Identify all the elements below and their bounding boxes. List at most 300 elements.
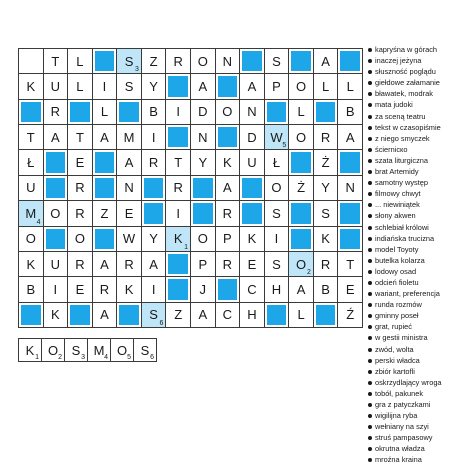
grid-letter: Ź (346, 307, 355, 323)
grid-cell (190, 149, 216, 175)
grid-letter: Y (149, 231, 158, 247)
grid-cell (92, 302, 118, 328)
grid-cell (190, 99, 216, 125)
grid-cell (190, 251, 216, 277)
grid-letter: I (151, 281, 156, 297)
grid-cell (337, 149, 363, 175)
grid-letter: A (345, 129, 355, 145)
grid-letter: A (149, 256, 158, 272)
grid-cell (67, 99, 93, 125)
grid-letter: R (124, 256, 134, 272)
grid-cell (67, 124, 93, 150)
grid-letter: P (223, 231, 232, 247)
grid-letter: E (75, 155, 85, 171)
grid-letter: L (346, 79, 354, 95)
grid-letter: S (272, 205, 281, 221)
grid-letter: R (222, 256, 233, 272)
grid-cell (239, 149, 265, 175)
grid-letter: B (345, 104, 355, 120)
clue-item: brat Artemidy (368, 166, 467, 177)
clue-item: ... niewiniątek (368, 199, 467, 210)
clue-item: kapryśna w górach (368, 44, 467, 55)
solution-number: 4 (104, 354, 108, 361)
grid-letter: T (174, 155, 183, 171)
grid-cell (67, 149, 93, 175)
grid-cell (337, 302, 363, 328)
grid-letter: K (51, 307, 60, 323)
grid-cell (288, 276, 314, 302)
grid-cell (92, 226, 118, 252)
clue-item: tekst w czasopiśmie (368, 122, 467, 133)
solution-cell (41, 338, 65, 362)
grid-cell (116, 276, 142, 302)
grid-cell (288, 99, 314, 125)
grid-letter: A (124, 155, 134, 171)
grid-cell (67, 226, 93, 252)
grid-cell (215, 226, 241, 252)
clue-item: szata liturgiczna (368, 155, 467, 166)
grid-cell (116, 124, 142, 150)
grid-cell (43, 73, 69, 99)
grid-letter: S (149, 307, 158, 323)
grid-cell (116, 73, 142, 99)
grid-cell (43, 276, 69, 302)
grid-cell (264, 48, 290, 74)
grid-cell (18, 124, 44, 150)
grid-cell (337, 251, 363, 277)
grid-letter: A (321, 53, 330, 69)
grid-cell (18, 99, 44, 125)
grid-letter: O (271, 180, 282, 196)
grid-cell (313, 73, 339, 99)
grid-cell (288, 226, 314, 252)
clue-item: giełdowe załamanie (368, 77, 467, 88)
grid-cell (18, 200, 44, 226)
grid-cell (43, 48, 69, 74)
cell-number: 6 (159, 319, 164, 327)
grid-cell (337, 175, 363, 201)
grid-cell (92, 73, 118, 99)
grid-letter: R (99, 281, 110, 297)
grid-cell (92, 251, 118, 277)
grid-cell (165, 149, 191, 175)
grid-cell (116, 149, 142, 175)
grid-cell (288, 200, 314, 226)
grid-cell (264, 302, 290, 328)
grid-cell (116, 175, 142, 201)
grid-cell (239, 48, 265, 74)
clue-item: zbiór kartofli (368, 366, 467, 377)
solution-cell (133, 338, 157, 362)
grid-letter: K (124, 281, 134, 297)
solution-number: 2 (58, 354, 62, 361)
grid-cell (313, 302, 339, 328)
grid-cell (264, 149, 290, 175)
grid-letter: A (100, 256, 109, 272)
grid-cell (190, 48, 216, 74)
grid-cell (18, 276, 44, 302)
clue-item: filmowy chwyt (368, 188, 467, 199)
grid-letter: U (50, 256, 61, 272)
grid-letter: N (345, 180, 355, 196)
grid-cell (264, 99, 290, 125)
grid-letter: N (247, 104, 257, 120)
grid-cell (264, 124, 290, 150)
grid-letter: O (222, 104, 233, 120)
grid-cell (43, 226, 69, 252)
grid-letter: K (173, 231, 183, 247)
solution-letter: K (25, 342, 35, 358)
cell-number: 1 (184, 243, 188, 251)
cell-number: 2 (306, 269, 311, 277)
grid-cell (239, 99, 265, 125)
grid-cell (337, 276, 363, 302)
grid-letter: B (26, 281, 36, 297)
grid-letter: I (102, 79, 107, 95)
clue-item: oskrzydlający wroga (368, 377, 467, 388)
grid-cell (313, 149, 339, 175)
grid-cell (264, 175, 290, 201)
grid-cell (239, 276, 265, 302)
grid-letter: A (296, 281, 306, 297)
solution-number: 1 (35, 354, 39, 361)
grid-letter: R (173, 53, 183, 69)
grid-cell (288, 149, 314, 175)
grid-letter: K (26, 79, 36, 95)
grid-cell (43, 175, 69, 201)
grid-cell (239, 226, 265, 252)
grid-cell (116, 48, 142, 74)
grid-letter: Ż (321, 155, 330, 171)
clue-item: z niego smyczek (368, 133, 467, 144)
grid-letter: P (198, 256, 208, 272)
clue-item: schlebiał królowi (368, 222, 467, 233)
clue-item: za sceną teatru (368, 111, 467, 122)
grid-letter: A (100, 307, 109, 323)
solution-number: 5 (127, 354, 131, 361)
grid-cell (288, 48, 314, 74)
grid-cell (165, 276, 191, 302)
grid-cell (264, 226, 290, 252)
grid-letter: A (100, 129, 109, 145)
clue-item: indiańska trucizna (368, 233, 467, 244)
clue-item: wigilijna ryba (368, 410, 467, 421)
grid-letter: L (322, 79, 330, 95)
cell-number: 3 (134, 66, 139, 74)
grid-cell (313, 200, 339, 226)
grid-cell (337, 226, 363, 252)
grid-letter: L (297, 104, 305, 120)
solution-cell (18, 338, 42, 362)
grid-letter: U (247, 155, 257, 171)
grid-cell (116, 200, 142, 226)
grid-cell (190, 276, 216, 302)
grid-cell (190, 226, 216, 252)
grid-letter: S (321, 205, 330, 221)
grid-letter: I (176, 104, 181, 120)
grid-letter: Ż (297, 180, 306, 196)
grid-cell (239, 200, 265, 226)
grid-cell (239, 73, 265, 99)
grid-cell (239, 251, 265, 277)
clue-item: samotny występ (368, 177, 467, 188)
grid-cell (92, 149, 118, 175)
grid-cell (116, 226, 142, 252)
grid-cell (141, 175, 167, 201)
grid-cell (313, 251, 339, 277)
solution-letter: O (116, 342, 128, 358)
grid-cell (92, 99, 118, 125)
cell-number: 4 (36, 218, 41, 226)
clue-item: bławatek, modrak (368, 88, 467, 99)
grid-cell (92, 48, 118, 74)
grid-letter: Ł (272, 155, 281, 171)
grid-letter: O (197, 53, 208, 69)
grid-letter: I (274, 231, 279, 247)
clue-item: ścierniско (368, 144, 467, 155)
grid-cell (190, 200, 216, 226)
clue-item: odcień fioletu (368, 277, 467, 288)
grid-letter: T (346, 256, 355, 272)
grid-letter: U (50, 79, 61, 95)
solution-cell (110, 338, 134, 362)
grid-letter: K (26, 256, 36, 272)
clue-item: model Toyoty (368, 244, 467, 255)
grid-letter: Y (198, 155, 208, 171)
clue-item: w gestii ministra (368, 332, 467, 343)
grid-letter: D (198, 104, 208, 120)
solution-letter: M (93, 342, 105, 358)
grid-letter: S (272, 53, 281, 69)
grid-cell (190, 175, 216, 201)
grid-cell (313, 276, 339, 302)
grid-cell (337, 48, 363, 74)
grid-letter: E (75, 281, 85, 297)
grid-letter: L (297, 307, 305, 323)
clue-item: runda rozmów (368, 299, 467, 310)
solution-number: 6 (150, 354, 154, 361)
grid-letter: L (100, 104, 109, 120)
cell-number: 5 (282, 142, 287, 150)
grid-letter: W (270, 129, 283, 145)
clue-item: gminny poseł (368, 310, 467, 321)
grid-letter: O (197, 231, 208, 247)
clue-item: zwód, wolta (368, 344, 467, 355)
clue-item: gra z patyczkami (368, 399, 467, 410)
solution-letter: S (140, 342, 150, 358)
grid-cell (165, 124, 191, 150)
grid-letter: U (26, 180, 36, 196)
grid-cell (18, 73, 44, 99)
grid-letter: W (122, 231, 136, 247)
grid-cell (313, 48, 339, 74)
clue-item: lodowy osad (368, 266, 467, 277)
grid-cell (67, 200, 93, 226)
solution-letter: S (71, 342, 81, 358)
grid-letter: A (198, 79, 208, 95)
grid-letter: M (25, 205, 37, 221)
grid-cell (313, 99, 339, 125)
grid-cell (43, 251, 69, 277)
grid-cell (141, 302, 167, 328)
grid-letter: O (74, 231, 85, 247)
grid-cell (141, 124, 167, 150)
grid-cell (239, 124, 265, 150)
grid-letter: R (75, 180, 85, 196)
grid-cell (141, 251, 167, 277)
clue-item: mroźna kraina (368, 454, 467, 465)
grid-letter: E (247, 256, 257, 272)
solution-letter: O (47, 342, 59, 358)
grid-cell (215, 149, 241, 175)
grid-letter: R (320, 256, 331, 272)
clue-item: perski władca (368, 355, 467, 366)
grid-letter: M (123, 129, 135, 145)
grid-cell (165, 48, 191, 74)
grid-cell (215, 73, 241, 99)
grid-cell (43, 149, 69, 175)
grid-cell (313, 124, 339, 150)
grid-cell (18, 48, 44, 74)
grid-cell (190, 73, 216, 99)
grid-letter: C (222, 307, 233, 323)
grid-cell (215, 251, 241, 277)
grid-cell (264, 73, 290, 99)
grid-cell (141, 99, 167, 125)
grid-letter: R (75, 256, 85, 272)
grid-cell (67, 175, 93, 201)
grid-cell (165, 99, 191, 125)
grid-cell (215, 124, 241, 150)
crossword-grid (18, 48, 362, 327)
grid-cell (165, 226, 191, 252)
grid-cell (141, 149, 167, 175)
grid-cell (18, 175, 44, 201)
grid-letter: C (247, 281, 257, 297)
grid-cell (288, 73, 314, 99)
grid-cell (190, 124, 216, 150)
grid-letter: B (149, 104, 158, 120)
grid-letter: A (198, 307, 208, 323)
grid-letter: R (320, 129, 331, 145)
clue-item: inaczej jeżyna (368, 55, 467, 66)
grid-letter (19, 49, 43, 73)
grid-cell (215, 175, 241, 201)
grid-letter: B (321, 281, 330, 297)
grid-cell (67, 276, 93, 302)
grid-cell (141, 200, 167, 226)
grid-cell (43, 200, 69, 226)
grid-cell (92, 276, 118, 302)
clue-item: słony akwen (368, 210, 467, 221)
grid-letter: K (247, 231, 257, 247)
grid-cell (215, 99, 241, 125)
grid-letter: Ł (27, 155, 35, 171)
grid-cell (190, 302, 216, 328)
grid-cell (141, 48, 167, 74)
grid-letter: R (222, 205, 233, 221)
solution-cell (64, 338, 88, 362)
grid-cell (141, 226, 167, 252)
grid-cell (239, 302, 265, 328)
grid-letter: K (321, 231, 330, 247)
grid-cell (337, 124, 363, 150)
solution-number: 3 (81, 354, 85, 361)
grid-cell (288, 124, 314, 150)
grid-letter: Z (149, 53, 158, 69)
grid-letter: R (173, 180, 183, 196)
grid-letter: A (51, 129, 60, 145)
grid-cell (141, 73, 167, 99)
grid-letter: L (76, 79, 84, 95)
clue-item: słuszność poglądu (368, 66, 467, 77)
clue-item: okrutna władza (368, 443, 467, 454)
grid-letter: T (51, 53, 60, 69)
grid-letter: R (75, 205, 85, 221)
grid-letter: I (151, 129, 156, 145)
grid-cell (264, 200, 290, 226)
grid-letter: S (124, 79, 134, 95)
grid-cell (337, 99, 363, 125)
grid-letter: P (272, 79, 281, 95)
grid-cell (18, 251, 44, 277)
clue-list (368, 44, 467, 466)
grid-cell (215, 302, 241, 328)
grid-cell (215, 276, 241, 302)
grid-letter: Z (100, 205, 109, 221)
grid-cell (18, 302, 44, 328)
grid-cell (116, 251, 142, 277)
grid-letter: O (296, 256, 307, 272)
grid-letter: A (223, 180, 232, 196)
grid-letter: O (296, 129, 307, 145)
grid-cell (43, 124, 69, 150)
clue-item: grat, rupieć (368, 321, 467, 332)
grid-letter: S (124, 53, 134, 69)
grid-cell (92, 124, 118, 150)
clue-item: mata judoki (368, 99, 467, 110)
grid-cell (313, 226, 339, 252)
grid-letter: Z (174, 307, 183, 323)
grid-cell (67, 73, 93, 99)
solution-cell (87, 338, 111, 362)
grid-letter: Y (321, 180, 330, 196)
grid-cell (165, 302, 191, 328)
grid-cell (165, 175, 191, 201)
grid-cell (67, 302, 93, 328)
grid-letter: E (345, 281, 355, 297)
grid-letter: T (26, 129, 35, 145)
grid-letter: T (75, 129, 84, 145)
grid-letter: K (223, 155, 232, 171)
grid-letter: N (198, 129, 208, 145)
grid-cell (165, 73, 191, 99)
grid-letter: D (247, 129, 257, 145)
grid-cell (43, 99, 69, 125)
grid-letter: O (25, 231, 36, 247)
grid-letter: N (222, 53, 233, 69)
grid-letter: Y (149, 79, 158, 95)
grid-cell (18, 226, 44, 252)
grid-cell (313, 175, 339, 201)
grid-cell (165, 251, 191, 277)
grid-cell (264, 276, 290, 302)
grid-cell (116, 99, 142, 125)
grid-letter: R (148, 155, 159, 171)
grid-cell (288, 251, 314, 277)
grid-letter: A (247, 79, 257, 95)
grid-cell (67, 48, 93, 74)
